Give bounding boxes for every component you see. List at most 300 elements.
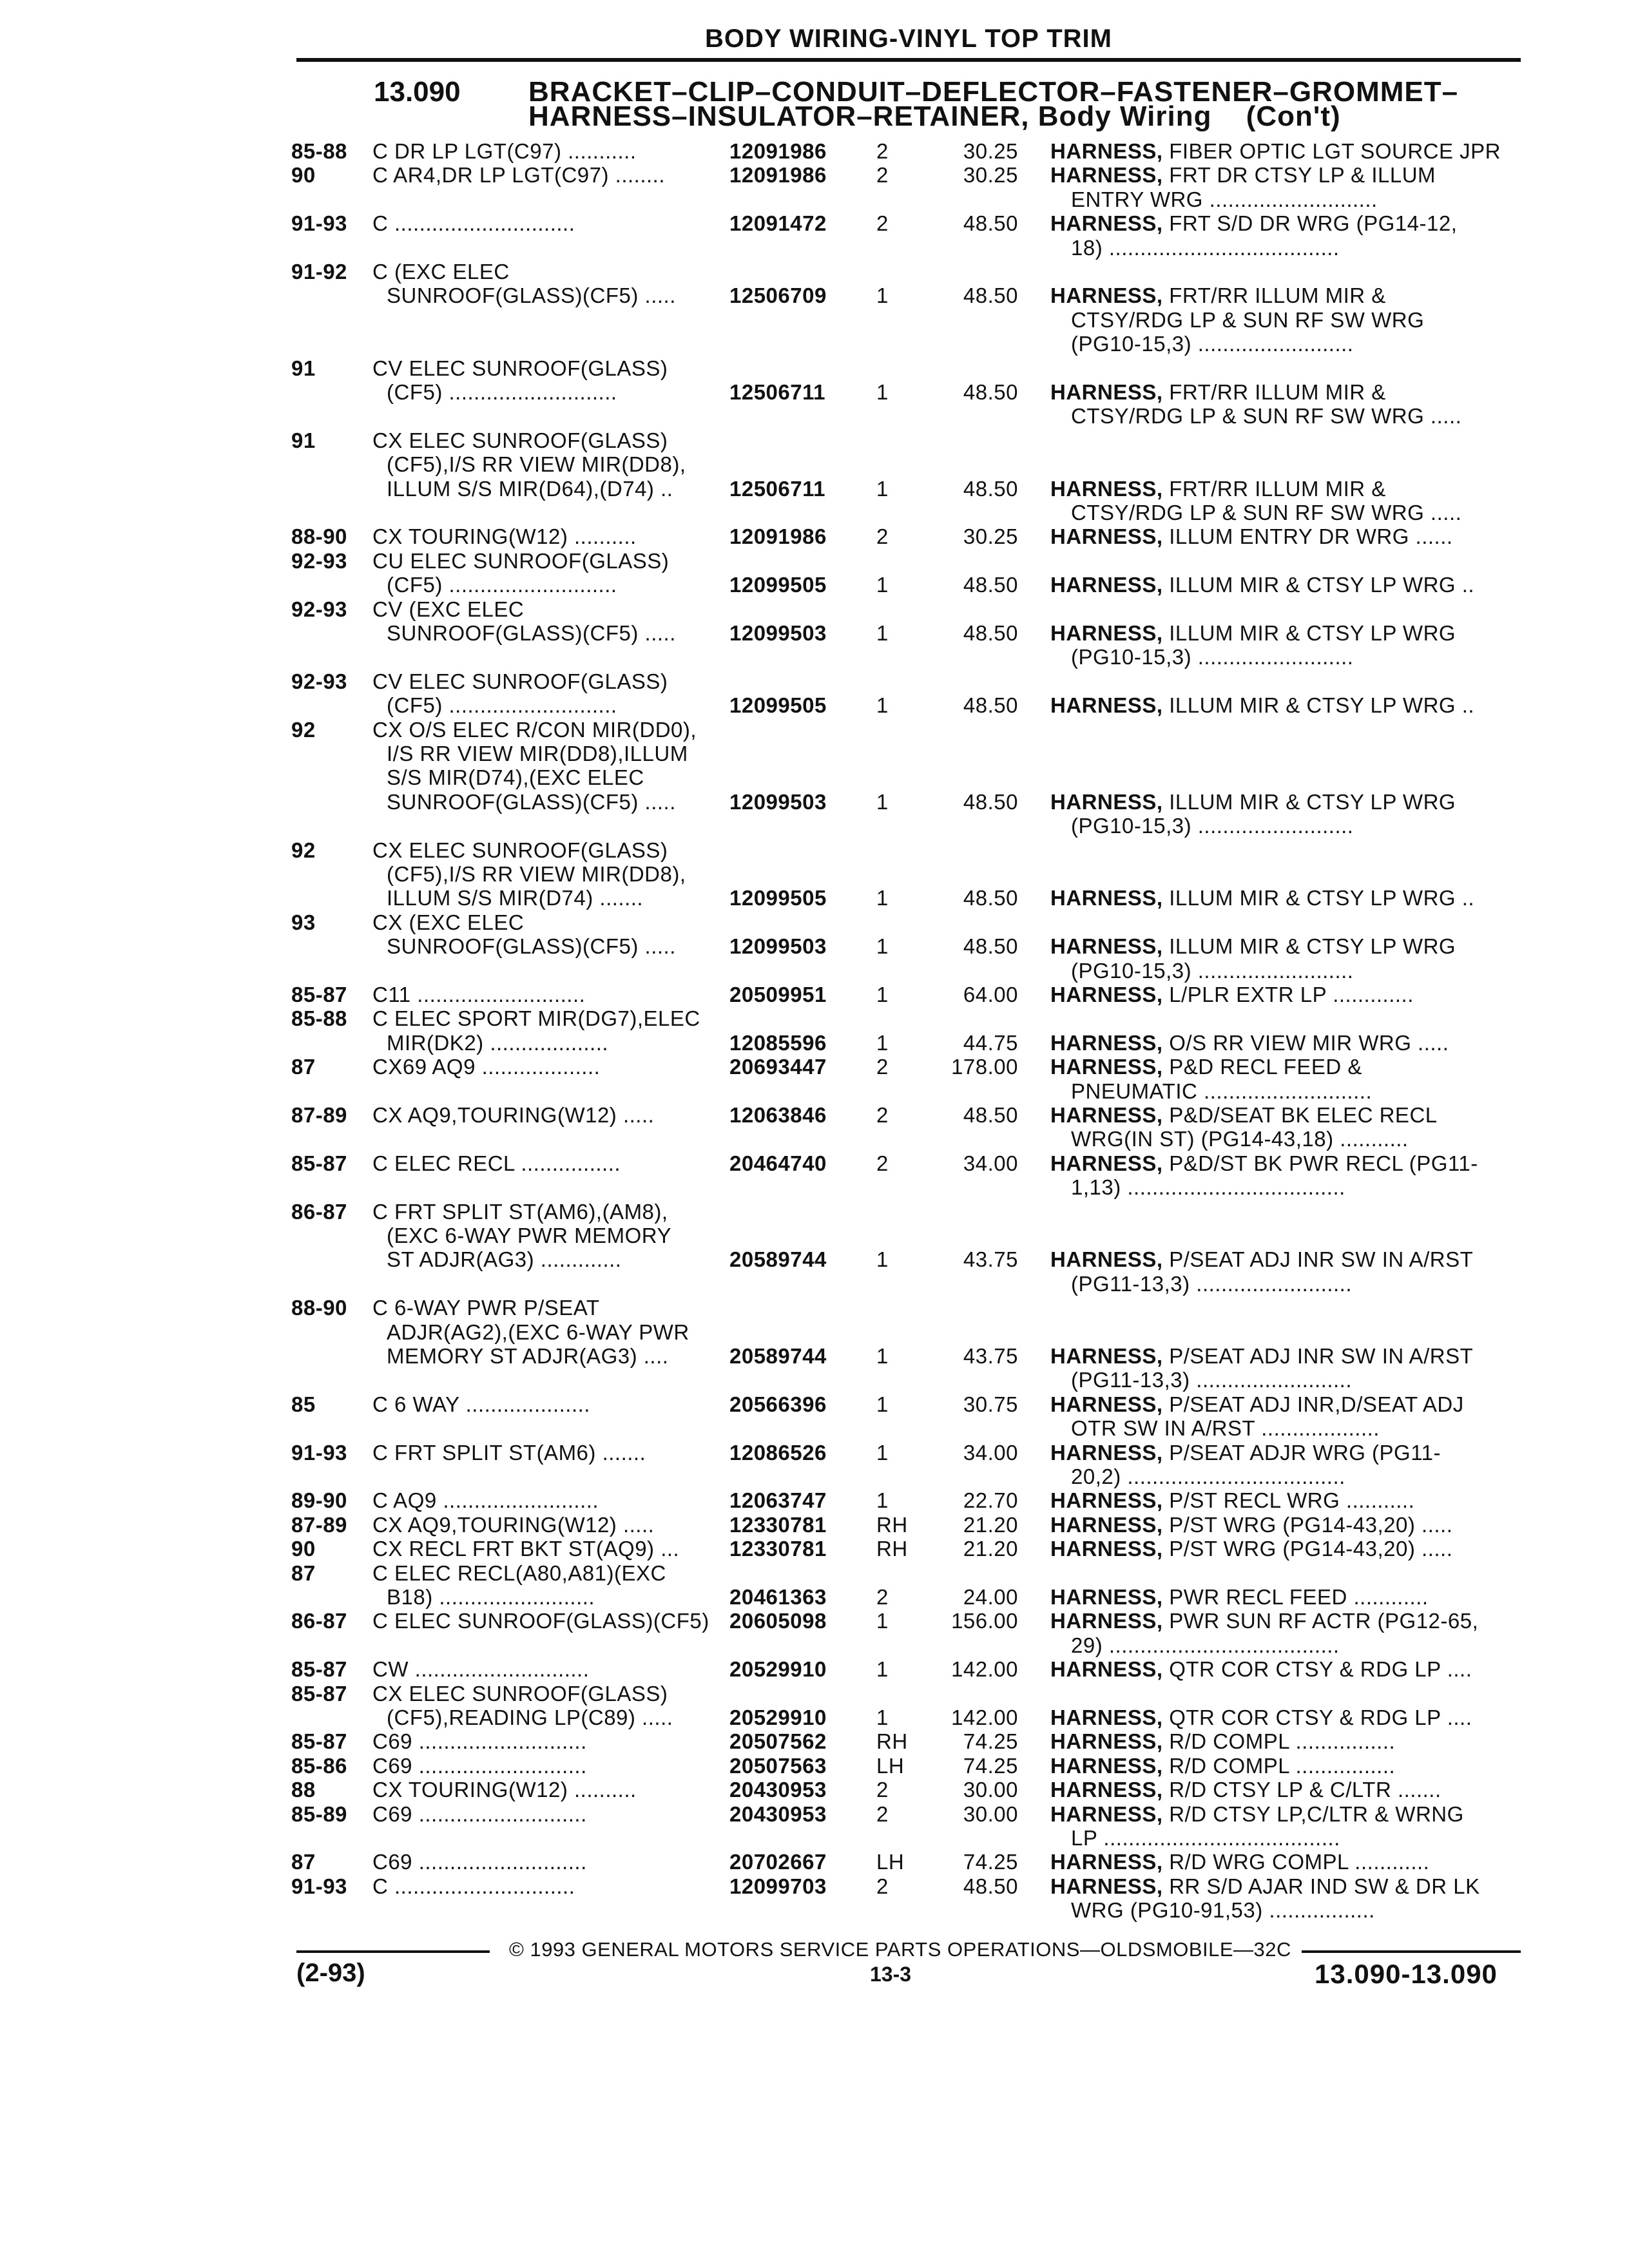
row-description: CX AQ9,TOURING(W12) ..... <box>372 1512 655 1537</box>
row-item-description <box>1050 284 1521 307</box>
row-part-number: 20702667 <box>729 1850 827 1874</box>
row-item-description <box>1071 1079 1521 1103</box>
item-detail: (PG11-13,3) ......................... <box>1071 1271 1353 1296</box>
row-price: 48.50 <box>963 1874 1018 1898</box>
row-quantity: 1 <box>876 1440 889 1465</box>
section-title-line2-text: HARNESS–INSULATOR–RETAINER, Body Wiring <box>528 101 1212 132</box>
row-description: CX TOURING(W12) .......... <box>372 524 637 549</box>
row-price: 48.50 <box>963 789 1018 814</box>
item-detail: 1,13) ................................... <box>1071 1175 1345 1200</box>
row-description: CX ELEC SUNROOF(GLASS) <box>372 838 668 862</box>
section-number: 13.090 <box>374 76 461 108</box>
row-description: S/S MIR(D74),(EXC ELEC <box>387 765 644 790</box>
row-price: 48.50 <box>963 380 1018 404</box>
row-quantity: RH <box>876 1729 908 1754</box>
row-quantity: 2 <box>876 163 889 187</box>
row-part-number: 12091986 <box>729 524 827 549</box>
row-quantity: 1 <box>876 1392 889 1416</box>
row-part-number: 12099505 <box>729 573 827 597</box>
row-part-number: 12086526 <box>729 1440 827 1465</box>
row-quantity: 1 <box>876 983 889 1006</box>
row-item-description <box>1071 814 1521 838</box>
row-item-description <box>1050 1850 1521 1874</box>
row-year: 85-89 <box>291 1802 347 1826</box>
item-name: HARNESS, <box>1050 983 1163 1006</box>
item-name: HARNESS, <box>1050 1030 1163 1055</box>
row-quantity: 1 <box>876 1247 889 1272</box>
row-price: 48.50 <box>963 934 1018 959</box>
row-price: 21.20 <box>963 1537 1018 1561</box>
item-name: HARNESS, <box>1050 573 1163 597</box>
row-item-description <box>1071 1127 1521 1151</box>
row-item-description <box>1050 621 1521 645</box>
item-detail: P/SEAT ADJ INR SW IN A/RST <box>1162 1247 1474 1272</box>
row-part-number: 20589744 <box>729 1247 827 1272</box>
item-name: HARNESS, <box>1050 1706 1163 1729</box>
row-item-description <box>1071 1416 1521 1440</box>
row-price: 142.00 <box>951 1657 1018 1682</box>
row-quantity: 2 <box>876 1802 889 1826</box>
row-year: 87 <box>291 1561 316 1585</box>
row-item-description <box>1050 886 1521 910</box>
row-part-number: 20507563 <box>729 1753 827 1778</box>
row-description: (CF5),I/S RR VIEW MIR(DD8), <box>387 862 686 886</box>
row-year: 85-86 <box>291 1753 347 1778</box>
row-item-description <box>1071 1633 1521 1657</box>
row-item-description <box>1071 187 1521 211</box>
item-detail: P/SEAT ADJ INR SW IN A/RST <box>1162 1344 1474 1368</box>
row-price: 74.25 <box>963 1753 1018 1778</box>
item-detail: ILLUM MIR & CTSY LP WRG <box>1162 789 1456 814</box>
row-quantity: LH <box>876 1850 905 1874</box>
item-detail: FRT/RR ILLUM MIR & <box>1162 380 1386 404</box>
item-name: HARNESS, <box>1050 1537 1163 1561</box>
footer-page-number: 13-3 <box>870 1963 912 1986</box>
item-name: HARNESS, <box>1050 284 1163 308</box>
row-description: C11 ........................... <box>372 983 586 1006</box>
row-part-number: 20529910 <box>729 1706 827 1729</box>
row-item-description <box>1050 983 1521 1006</box>
row-item-description <box>1071 236 1521 260</box>
row-year: 88 <box>291 1778 316 1802</box>
row-quantity: 1 <box>876 789 889 814</box>
row-description: C ............................. <box>372 211 575 236</box>
row-item-description <box>1071 959 1521 983</box>
row-item-description <box>1050 1392 1521 1416</box>
row-item-description <box>1050 1537 1521 1561</box>
item-detail: PWR RECL FEED ............ <box>1162 1585 1429 1609</box>
row-quantity: 2 <box>876 1874 889 1898</box>
row-description: C AR4,DR LP LGT(C97) ........ <box>372 163 666 187</box>
row-description: CX ELEC SUNROOF(GLASS) <box>372 1681 668 1706</box>
row-quantity: 1 <box>876 1706 889 1729</box>
row-year: 91-93 <box>291 1874 347 1898</box>
row-item-description <box>1050 573 1521 597</box>
row-item-description <box>1050 1055 1521 1079</box>
footer-rule-left <box>296 1950 490 1953</box>
row-price: 48.50 <box>963 573 1018 597</box>
row-part-number: 12091472 <box>729 211 827 236</box>
row-price: 178.00 <box>951 1055 1018 1079</box>
row-part-number: 12099703 <box>729 1874 827 1898</box>
item-detail: ILLUM MIR & CTSY LP WRG .. <box>1162 886 1475 910</box>
item-name: HARNESS, <box>1050 380 1163 404</box>
row-quantity: 2 <box>876 211 889 236</box>
row-description: MIR(DK2) ................... <box>387 1030 609 1055</box>
row-description: CV (EXC ELEC <box>372 597 525 621</box>
item-detail: LP ...................................... <box>1071 1826 1340 1850</box>
row-quantity: 1 <box>876 284 889 308</box>
footer-rule-right <box>1302 1950 1521 1953</box>
item-detail: R/D COMPL ................ <box>1162 1729 1396 1754</box>
row-description: B18) ......................... <box>387 1585 595 1609</box>
item-detail: WRG(IN ST) (PG14-43,18) ........... <box>1071 1127 1409 1151</box>
item-detail: CTSY/RDG LP & SUN RF SW WRG <box>1071 307 1425 332</box>
row-quantity: 2 <box>876 1778 889 1802</box>
row-item-description <box>1050 1247 1521 1271</box>
item-detail: P/SEAT ADJ INR,D/SEAT ADJ <box>1162 1392 1464 1416</box>
item-detail: R/D COMPL ................ <box>1162 1753 1396 1778</box>
row-description: C (EXC ELEC <box>372 260 510 284</box>
row-item-description <box>1050 477 1521 501</box>
row-price: 48.50 <box>963 693 1018 718</box>
row-description: ADJR(AG2),(EXC 6-WAY PWR <box>387 1320 689 1344</box>
row-year: 90 <box>291 163 316 187</box>
row-quantity: 2 <box>876 524 889 549</box>
row-description: C69 ........................... <box>372 1729 587 1754</box>
row-item-description <box>1050 1031 1521 1055</box>
row-description: C DR LP LGT(C97) ........... <box>372 139 637 163</box>
row-price: 30.25 <box>963 139 1018 163</box>
item-detail: L/PLR EXTR LP ............. <box>1162 983 1414 1006</box>
row-quantity: 2 <box>876 1103 889 1127</box>
row-description: CX O/S ELEC R/CON MIR(DD0), <box>372 717 697 742</box>
item-detail: FRT/RR ILLUM MIR & <box>1162 284 1386 308</box>
row-part-number: 12099503 <box>729 789 827 814</box>
row-quantity: 1 <box>876 1030 889 1055</box>
row-description: CX AQ9,TOURING(W12) ..... <box>372 1103 655 1127</box>
row-item-description <box>1050 693 1521 717</box>
row-item-description <box>1050 1488 1521 1512</box>
row-part-number: 12506709 <box>729 284 827 308</box>
row-quantity: LH <box>876 1753 905 1778</box>
row-item-description <box>1050 1874 1521 1898</box>
item-detail: P&D/ST BK PWR RECL (PG11- <box>1162 1151 1478 1175</box>
row-quantity: 1 <box>876 693 889 718</box>
item-name: HARNESS, <box>1050 1344 1163 1368</box>
item-name: HARNESS, <box>1050 1103 1163 1127</box>
row-part-number: 12091986 <box>729 139 827 163</box>
row-part-number: 20566396 <box>729 1392 827 1416</box>
row-item-description <box>1050 1103 1521 1127</box>
row-price: 43.75 <box>963 1344 1018 1368</box>
row-item-description <box>1071 404 1521 428</box>
row-item-description <box>1071 1898 1521 1922</box>
item-name: HARNESS, <box>1050 211 1163 236</box>
item-name: HARNESS, <box>1050 1247 1163 1272</box>
row-description: CU ELEC SUNROOF(GLASS) <box>372 548 670 573</box>
row-description: CX69 AQ9 ................... <box>372 1055 601 1079</box>
row-description: CW ............................ <box>372 1657 590 1682</box>
row-item-description <box>1050 1585 1521 1609</box>
row-price: 30.75 <box>963 1392 1018 1416</box>
row-description: CX RECL FRT BKT ST(AQ9) ... <box>372 1537 680 1561</box>
row-description: C AQ9 ......................... <box>372 1488 599 1513</box>
row-description: (EXC 6-WAY PWR MEMORY <box>387 1224 671 1247</box>
item-detail: (PG10-15,3) ......................... <box>1071 814 1354 838</box>
row-price: 74.25 <box>963 1850 1018 1874</box>
row-description: SUNROOF(GLASS)(CF5) ..... <box>387 284 676 308</box>
row-year: 85-87 <box>291 1681 347 1706</box>
row-description: C 6 WAY .................... <box>372 1392 590 1416</box>
item-name: HARNESS, <box>1050 1055 1163 1079</box>
item-name: HARNESS, <box>1050 1151 1163 1175</box>
row-year: 92 <box>291 838 316 862</box>
item-detail: 29) ..................................... <box>1071 1633 1340 1657</box>
row-price: 48.50 <box>963 1103 1018 1127</box>
item-name: HARNESS, <box>1050 1778 1163 1802</box>
row-description: (CF5),I/S RR VIEW MIR(DD8), <box>387 452 686 477</box>
row-price: 30.00 <box>963 1802 1018 1826</box>
item-name: HARNESS, <box>1050 1850 1163 1874</box>
item-detail: FRT DR CTSY LP & ILLUM <box>1162 163 1436 187</box>
row-item-description <box>1071 308 1521 332</box>
row-price: 24.00 <box>963 1585 1018 1609</box>
row-price: 34.00 <box>963 1151 1018 1175</box>
row-quantity: 2 <box>876 139 889 163</box>
item-name: HARNESS, <box>1050 789 1163 814</box>
page-header-title: BODY WIRING-VINYL TOP TRIM <box>705 24 1112 53</box>
row-price: 48.50 <box>963 284 1018 308</box>
row-description: C FRT SPLIT ST(AM6),(AM8), <box>372 1199 668 1224</box>
item-name: HARNESS, <box>1050 1440 1163 1465</box>
item-name: HARNESS, <box>1050 524 1163 549</box>
row-item-description <box>1071 332 1521 356</box>
row-item-description <box>1050 934 1521 958</box>
row-part-number: 12099505 <box>729 886 827 910</box>
item-detail: 20,2) ................................... <box>1071 1465 1345 1488</box>
item-detail: (PG11-13,3) ......................... <box>1071 1368 1353 1392</box>
item-detail: PNEUMATIC ........................... <box>1071 1079 1373 1103</box>
item-detail: P&D RECL FEED & <box>1162 1055 1362 1079</box>
row-description: CX TOURING(W12) .......... <box>372 1778 637 1802</box>
row-item-description <box>1050 1706 1521 1729</box>
row-price: 34.00 <box>963 1440 1018 1465</box>
item-detail: O/S RR VIEW MIR WRG ..... <box>1162 1030 1449 1055</box>
row-price: 22.70 <box>963 1488 1018 1513</box>
row-year: 88-90 <box>291 524 347 549</box>
row-part-number: 20430953 <box>729 1802 827 1826</box>
row-item-description <box>1071 1826 1521 1850</box>
item-name: HARNESS, <box>1050 139 1163 163</box>
item-detail: (PG10-15,3) ......................... <box>1071 645 1354 669</box>
row-quantity: 1 <box>876 476 889 501</box>
row-year: 91-92 <box>291 260 347 284</box>
row-description: C 6-WAY PWR P/SEAT <box>372 1296 600 1320</box>
footer-section-range: 13.090-13.090 <box>1315 1959 1498 1989</box>
item-name: HARNESS, <box>1050 1488 1163 1513</box>
row-price: 30.25 <box>963 524 1018 549</box>
row-description: ILLUM S/S MIR(D74) ....... <box>387 886 644 910</box>
row-price: 64.00 <box>963 983 1018 1006</box>
row-description: (CF5) ........................... <box>387 693 617 718</box>
row-year: 86-87 <box>291 1199 347 1224</box>
row-description: C69 ........................... <box>372 1753 587 1778</box>
item-name: HARNESS, <box>1050 1753 1163 1778</box>
item-detail: FRT S/D DR WRG (PG14-12, <box>1162 211 1458 236</box>
row-quantity: 1 <box>876 621 889 645</box>
row-part-number: 20589744 <box>729 1344 827 1368</box>
row-price: 44.75 <box>963 1030 1018 1055</box>
row-year: 89-90 <box>291 1488 347 1513</box>
row-quantity: 2 <box>876 1585 889 1609</box>
row-year: 91 <box>291 356 316 380</box>
row-description: CX (EXC ELEC <box>372 910 525 934</box>
item-detail: RR S/D AJAR IND SW & DR LK <box>1162 1874 1480 1898</box>
item-detail: ILLUM MIR & CTSY LP WRG <box>1162 621 1456 645</box>
item-detail: P/ST WRG (PG14-43,20) ..... <box>1162 1537 1453 1561</box>
item-detail: ILLUM ENTRY DR WRG ...... <box>1162 524 1453 549</box>
row-part-number: 12099503 <box>729 621 827 645</box>
row-year: 87 <box>291 1850 316 1874</box>
row-item-description <box>1071 501 1521 524</box>
row-price: 48.50 <box>963 476 1018 501</box>
row-year: 85 <box>291 1392 316 1416</box>
footer-copyright: © 1993 GENERAL MOTORS SERVICE PARTS OPERATIONS—OLDSMOBILE—32C <box>509 1938 1291 1961</box>
item-detail: CTSY/RDG LP & SUN RF SW WRG ..... <box>1071 501 1462 524</box>
section-continued-label: (Con't) <box>1246 101 1341 132</box>
item-detail: (PG10-15,3) ......................... <box>1071 958 1354 983</box>
row-year: 91-93 <box>291 211 347 236</box>
row-part-number: 20529910 <box>729 1657 827 1682</box>
row-quantity: 1 <box>876 573 889 597</box>
item-name: HARNESS, <box>1050 934 1163 959</box>
row-year: 92-93 <box>291 548 347 573</box>
row-item-description <box>1050 139 1521 163</box>
row-part-number: 12330781 <box>729 1512 827 1537</box>
item-detail: ILLUM MIR & CTSY LP WRG .. <box>1162 693 1475 718</box>
row-description: (CF5),READING LP(C89) ..... <box>387 1706 673 1729</box>
row-item-description <box>1050 1729 1521 1753</box>
item-detail: P/SEAT ADJR WRG (PG11- <box>1162 1440 1441 1465</box>
item-name: HARNESS, <box>1050 1802 1163 1826</box>
row-quantity: 2 <box>876 1055 889 1079</box>
row-quantity: 1 <box>876 1609 889 1633</box>
row-year: 85-87 <box>291 1657 347 1682</box>
row-item-description <box>1050 1778 1521 1802</box>
item-name: HARNESS, <box>1050 1392 1163 1416</box>
row-year: 85-87 <box>291 1151 347 1175</box>
row-year: 92 <box>291 717 316 742</box>
row-item-description <box>1050 163 1521 187</box>
item-detail: QTR COR CTSY & RDG LP .... <box>1162 1657 1472 1682</box>
row-item-description <box>1050 1754 1521 1778</box>
row-description: CV ELEC SUNROOF(GLASS) <box>372 356 668 380</box>
row-item-description <box>1050 524 1521 548</box>
row-part-number: 20430953 <box>729 1778 827 1802</box>
row-item-description <box>1050 1151 1521 1175</box>
row-item-description <box>1071 1175 1521 1199</box>
item-name: HARNESS, <box>1050 693 1163 718</box>
row-item-description <box>1050 1513 1521 1537</box>
row-description: ST ADJR(AG3) ............. <box>387 1247 622 1272</box>
item-name: HARNESS, <box>1050 621 1163 645</box>
row-description: (CF5) ........................... <box>387 573 617 597</box>
row-quantity: 2 <box>876 1151 889 1175</box>
row-quantity: 1 <box>876 886 889 910</box>
row-description: SUNROOF(GLASS)(CF5) ..... <box>387 789 676 814</box>
row-year: 88-90 <box>291 1296 347 1320</box>
item-detail: ILLUM MIR & CTSY LP WRG <box>1162 934 1456 959</box>
row-year: 85-87 <box>291 983 347 1006</box>
row-description: C ............................. <box>372 1874 575 1898</box>
row-price: 48.50 <box>963 621 1018 645</box>
item-name: HARNESS, <box>1050 1585 1163 1609</box>
item-detail: R/D CTSY LP & C/LTR ....... <box>1162 1778 1441 1802</box>
row-description: ILLUM S/S MIR(D64),(D74) .. <box>387 476 673 501</box>
row-item-description <box>1071 1272 1521 1296</box>
item-name: HARNESS, <box>1050 1609 1163 1633</box>
row-part-number: 12099505 <box>729 693 827 718</box>
row-year: 91 <box>291 428 316 452</box>
row-year: 91-93 <box>291 1440 347 1465</box>
row-part-number: 20605098 <box>729 1609 827 1633</box>
item-name: HARNESS, <box>1050 163 1163 187</box>
row-description: C ELEC RECL(A80,A81)(EXC <box>372 1561 666 1585</box>
item-detail: P/ST WRG (PG14-43,20) ..... <box>1162 1512 1453 1537</box>
row-part-number: 12091986 <box>729 163 827 187</box>
item-detail: OTR SW IN A/RST ................... <box>1071 1416 1380 1441</box>
row-item-description <box>1050 1657 1521 1681</box>
row-year: 87-89 <box>291 1103 347 1127</box>
item-detail: R/D CTSY LP,C/LTR & WRNG <box>1162 1802 1464 1826</box>
row-item-description <box>1050 211 1521 235</box>
item-detail: P/ST RECL WRG ........... <box>1162 1488 1415 1513</box>
item-name: HARNESS, <box>1050 1874 1163 1898</box>
item-detail: ILLUM MIR & CTSY LP WRG .. <box>1162 573 1475 597</box>
row-description: I/S RR VIEW MIR(DD8),ILLUM <box>387 742 688 765</box>
row-item-description <box>1050 790 1521 814</box>
row-item-description <box>1050 380 1521 404</box>
row-part-number: 12063747 <box>729 1488 827 1513</box>
row-description: (CF5) ........................... <box>387 380 617 404</box>
row-item-description <box>1050 1344 1521 1368</box>
row-year: 85-88 <box>291 139 347 163</box>
row-year: 92-93 <box>291 597 347 621</box>
item-name: HARNESS, <box>1050 1512 1163 1537</box>
row-description: CX ELEC SUNROOF(GLASS) <box>372 428 668 452</box>
row-price: 43.75 <box>963 1247 1018 1272</box>
row-price: 21.20 <box>963 1512 1018 1537</box>
item-detail: P&D/SEAT BK ELEC RECL <box>1162 1103 1438 1127</box>
row-part-number: 12085596 <box>729 1030 827 1055</box>
row-part-number: 12330781 <box>729 1537 827 1561</box>
row-quantity: RH <box>876 1512 908 1537</box>
item-detail: PWR SUN RF ACTR (PG12-65, <box>1162 1609 1479 1633</box>
row-quantity: 1 <box>876 1488 889 1513</box>
row-description: C ELEC SPORT MIR(DG7),ELEC <box>372 1006 700 1031</box>
row-price: 74.25 <box>963 1729 1018 1754</box>
item-name: HARNESS, <box>1050 1657 1163 1682</box>
row-description: SUNROOF(GLASS)(CF5) ..... <box>387 621 676 645</box>
row-description: C FRT SPLIT ST(AM6) ....... <box>372 1440 646 1465</box>
row-part-number: 12506711 <box>729 476 826 501</box>
row-part-number: 20507562 <box>729 1729 827 1754</box>
row-price: 156.00 <box>951 1609 1018 1633</box>
item-detail: FRT/RR ILLUM MIR & <box>1162 476 1386 501</box>
row-quantity: 1 <box>876 934 889 959</box>
item-name: HARNESS, <box>1050 886 1163 910</box>
